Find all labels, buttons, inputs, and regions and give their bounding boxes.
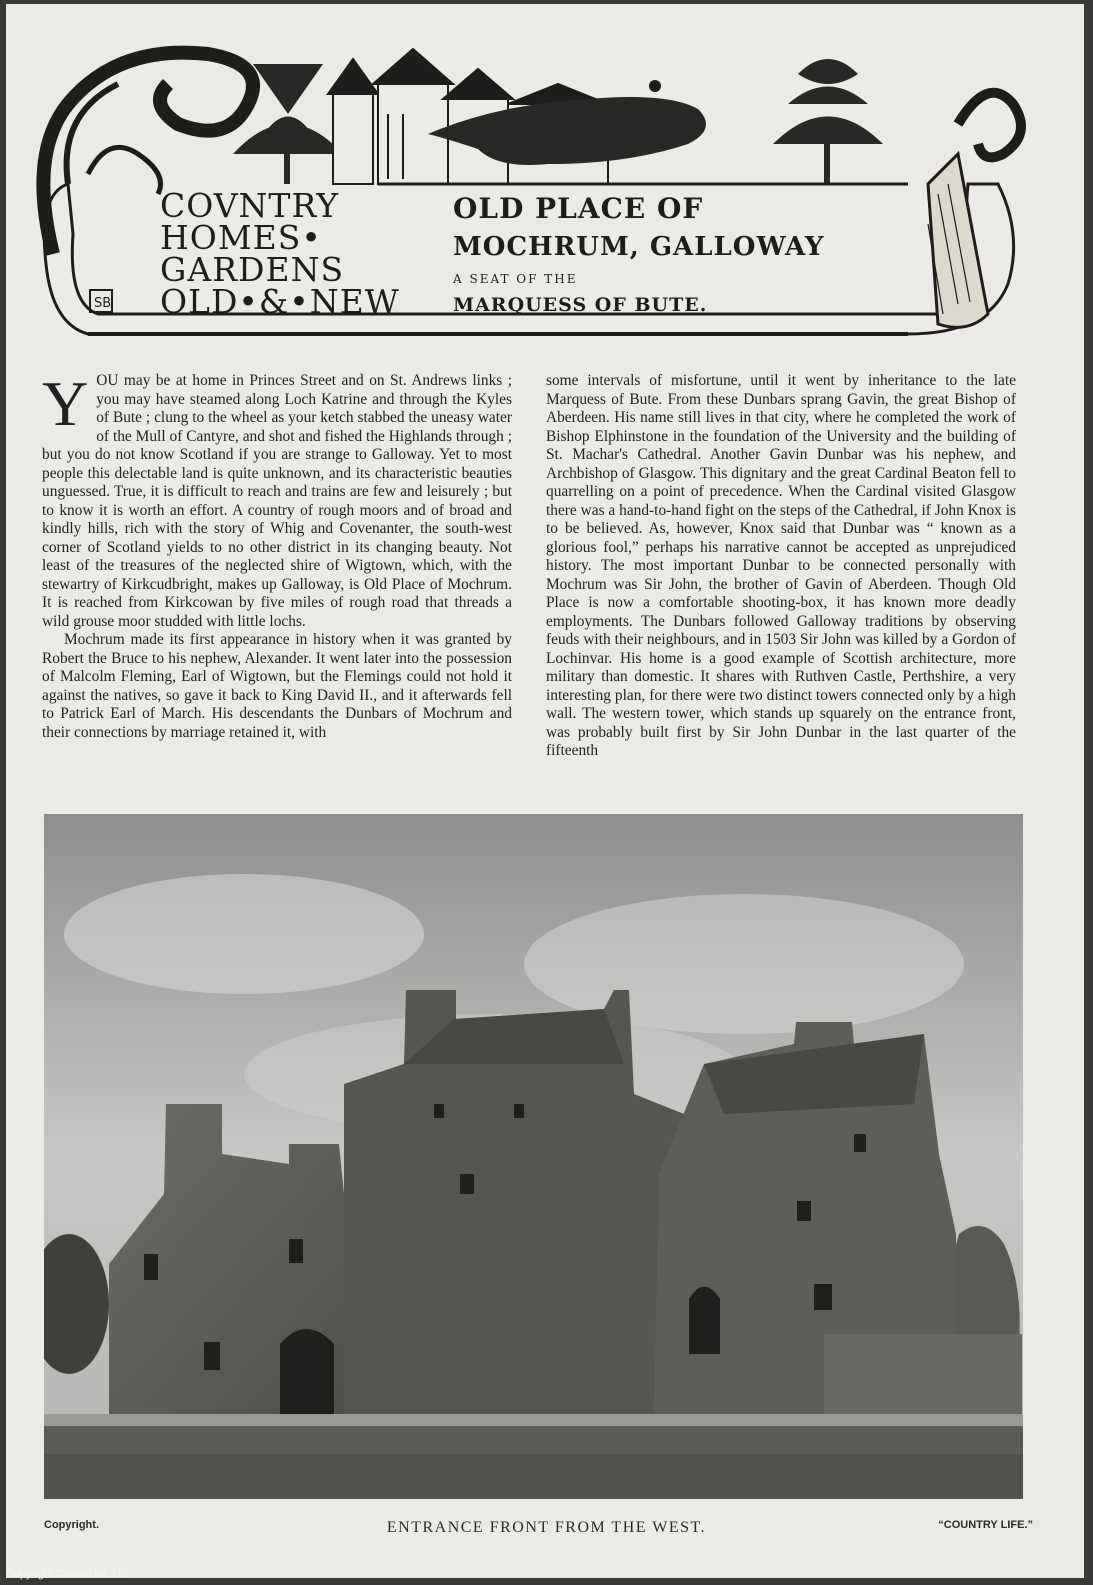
series-line-2: HOMES• bbox=[160, 218, 322, 257]
svg-text:SB: SB bbox=[94, 296, 112, 311]
castle-photograph bbox=[44, 814, 1023, 1499]
paragraph-1: OU may be at home in Princes Street and on St. Andrews links ; you may have steamed along Loch Katrine and through the Kyles of Bute ; clung to the wheel as your ketch stabbed the uneasy water of the Mull of Cantyre, and shot and fished the Highlands through ; but you do not know Scotland if you are strange to Galloway. Yet to most people this delectable land is quite unknown, and its characteristic beauties unguessed. True, it is difficult to reach and trains are few and leisurely ; but to know it is worth an effort. A country of rough moors and of broad and kindly hills, rich with the story of Whig and Covenanter, the south-west corner of Scotland yields to no other district in its changing beauty. Not least of the treasures of the neglected shire of Wigtown, which, with the stewartry of Kirkcudbright, makes up Galloway, is Old Place of Mochrum. It is reached from Kirkcowan by five miles of rough road that threads a wild grouse moor studded with little lochs. bbox=[42, 372, 512, 630]
article-owner: MARQUESS OF BUTE. bbox=[453, 294, 708, 316]
article-title-line-1: OLD PLACE OF bbox=[453, 192, 704, 225]
watermark: Copyright Cosmo Int. Ltd bbox=[6, 1568, 128, 1580]
article-title-line-2: MOCHRUM, GALLOWAY bbox=[453, 232, 825, 262]
series-title bbox=[160, 186, 400, 321]
paragraph-2: Mochrum made its first appearance in history when it was granted by Robert the Bruce to his nephew, Alexander. It went later into the possession of Malcolm Fleming, Earl of Wigtown, but the Flemings could not hold it against the natives, so gave it back to King David II., and it afterwards fell to Patrick Earl of March. His descendants the Dunbars of Mochrum and their connections by marriage retained it, with bbox=[42, 631, 512, 741]
series-line-4: OLD•&•NEW bbox=[160, 282, 400, 321]
text-column-right bbox=[546, 372, 1016, 761]
drop-cap: Y bbox=[42, 368, 89, 439]
series-line-1: COVNTRY bbox=[160, 186, 340, 225]
paragraph-3: some intervals of misfortune, until it went by inheritance to the late Marquess of Bute. From these Dunbars sprang Gavin, the great Bishop of Aberdeen. His name still lives in that city, where he completed the work of Bishop Elphinstone in the foundation of the University and the building of St. Machar's Cathedral. Another Gavin Dunbar was his nephew, and Archbishop of Glasgow. This dignitary and the great Cardinal Beaton fell to quarrelling on a point of precedence. When the Cardinal visited Glasgow there was a hand-to-hand fight on the steps of the Cathedral, if John Knox is to be believed. As, however, Knox said that Dunbar was “ known as a glorious fool,” perhaps his narrative cannot be accepted as unprejudiced history. The most important Dunbar to be connected personally with Mochrum was Sir John, the brother of Gavin of Aberdeen. Though Old Place is now a comfortable shooting-box, it has known more deadly employments. The Dunbars followed Galloway traditions by observing feuds with their neighbours, and in 1503 Sir John was killed by a Gordon of Lochinvar. His home is a good example of Scottish architecture, more military than domestic. It shares with Ruthven Castle, Perthshire, a very interesting plan, for there were two distinct towers connected only by a high wall. The western tower, which stands up squarely on the entrance front, was probably built first by Sir John Dunbar in the last quarter of the fifteenth bbox=[546, 372, 1016, 759]
photo-caption: ENTRANCE FRONT FROM THE WEST. bbox=[386, 1519, 707, 1536]
text-column-left bbox=[42, 368, 512, 742]
photo-credit: “COUNTRY LIFE.” bbox=[938, 1519, 1033, 1531]
series-line-3: GARDENS bbox=[160, 250, 345, 289]
photo-copyright: Copyright. bbox=[44, 1519, 99, 1531]
article-subtitle: A SEAT OF THE bbox=[453, 272, 578, 286]
